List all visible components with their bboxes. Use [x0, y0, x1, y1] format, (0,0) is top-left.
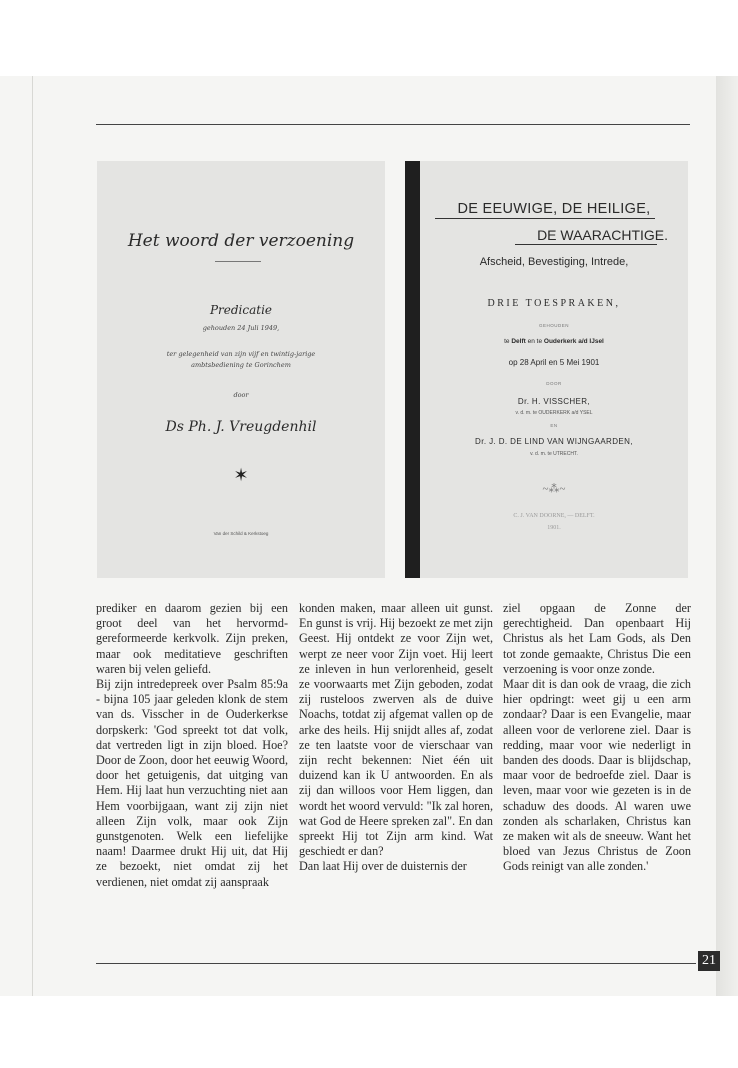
cover-dates: op 28 April en 5 Mei 1901	[508, 358, 600, 367]
cover-author-2: Dr. J. D. DE LIND VAN WIJNGAARDEN,	[475, 437, 633, 446]
heading-1-underline	[435, 218, 655, 219]
paragraph: ziel opgaan de Zonne der gerechtigheid. Dan openbaart Hij Christus als het Lam Gods, als Den tot zonde gemaakte, Christus Die een verzoening is voor onze zonde.	[503, 601, 691, 676]
star-icon: ✶	[233, 465, 249, 485]
page-spine-line	[32, 76, 33, 996]
text-column-1	[96, 601, 288, 890]
booklet-cover-verzoening	[97, 161, 385, 578]
places-mid: en te	[527, 338, 543, 345]
booklet-cover-eeuwige	[405, 161, 688, 578]
top-rule	[96, 124, 690, 125]
cover-heading-2: DE WAARACHTIGE.	[537, 227, 668, 243]
cover-black-bar	[405, 161, 420, 578]
cover-heading-1: DE EEUWIGE, DE HEILIGE,	[457, 201, 651, 217]
cover-date-line: gehouden 24 Juli 1949,	[202, 324, 280, 332]
cover-subheading: Afscheid, Bevestiging, Intrede,	[479, 256, 629, 268]
cover-places	[420, 338, 688, 345]
cover-divider	[215, 261, 261, 262]
cover-author-1: Dr. H. VISSCHER,	[517, 397, 591, 406]
cover-title: Het woord der verzoening	[127, 231, 355, 251]
paragraph: prediker en daarom gezien bij een groot deel van het hervormd-gereformeerde kerkvolk. Zijn preken, maar ook meditatieve geschriften waren bij velen geliefd.	[96, 601, 288, 676]
cover-publisher: Van der Schild & Kerkstoeg	[213, 531, 269, 536]
heading-2-underline	[515, 244, 657, 245]
cover-drie-toespraken: DRIE TOESPRAKEN,	[487, 298, 621, 309]
page-number: 21	[698, 951, 720, 971]
cover-author-2-note: v. d. m. te UTRECHT.	[530, 451, 578, 457]
cover-occasion-line-2: ambtsbediening te Gorinchem	[191, 361, 291, 369]
cover-gehouden: GEHOUDEN	[538, 323, 569, 328]
cover-door: DOOR	[546, 381, 562, 386]
text-column-3	[503, 601, 691, 875]
place-2: Ouderkerk a/d IJsel	[543, 338, 604, 345]
cover-year: 1901.	[547, 525, 561, 531]
cover-en: EN	[550, 423, 558, 428]
cover-publisher: C. J. VAN DOORNE, — DELFT.	[513, 513, 595, 519]
places-pre: te	[504, 338, 510, 345]
paragraph: Dan laat Hij over de duisternis der	[299, 859, 467, 874]
cover-occasion-line-1: ter gelegenheid van zijn vijf en twintig-jarige	[166, 350, 316, 358]
place-1: Delft	[511, 338, 526, 345]
cover-subtitle: Predicatie	[209, 303, 273, 317]
cover-author: Ds Ph. J. Vreugdenhil	[165, 419, 317, 435]
ornament-icon: ~⁂~	[542, 483, 566, 495]
bottom-rule	[96, 963, 696, 964]
cover-author-1-note: v. d. m. te OUDERKERK a/d YSEL	[515, 410, 593, 416]
cover-by: door	[233, 391, 249, 399]
paragraph: Bij zijn intredepreek over Psalm 85:9a - bijna 105 jaar geleden klonk de stem van ds. Visscher in de Ouderkerkse dorpskerk: 'God spreekt tot dat volk, dat vertreden ligt in zijn bloed. Hoe? Door de Zoon, door het eeuwig Woord, door het getuigenis, dat uitging van Hem. Hij laat hun verzuchting niet aan Hem voorbijgaan, want zij zijn niet alleen Zijn volk, maar ook Zijn gunstgenoten. Welk een liefelijke naam! Daarmee drukt Hij uit, dat Hij ze bezoekt, niet omdat zij het verdienen, niet omdat zij aanspraak	[96, 677, 288, 889]
paragraph: Maar dit is dan ook de vraag, die zich hier opdringt: weet gij u een arm zondaar? Daar is een Evangelie, maar alleen voor de verlorene ziel. Daar is redding, maar voor wie nederligt in banden des doods. Daar is blijdschap, maar voor de bedroefde ziel. Daar is leven, maar voor wie gezeten is in de schaduw des doods. Al waren uwe zonden als scharlaken, Christus kan ze maken wit als de sneeuw. Want het bloed van Jezus Christus de Zoon Gods reinigt van alle zonden.'	[503, 677, 691, 874]
paragraph: konden maken, maar alleen uit gunst. En gunst is vrij. Hij bezoekt ze met zijn Geest. Hij ontdekt ze voor Zijn wet, werpt ze neer voor Zijn voet. Hij leert ze inleven in hun verlorenheid, geselt ze voorwaarts met Zijn geboden, zodat zij rusteloos zwerven als de duive Noachs, totdat zij afgemat vallen op de arke des heils. Hij snijdt alles af, zodat ze ten laatste voor de vierschaar van zijn recht bekennen: Niet één uit duizend kan ik U antwoorden. En als zij dan willoos voor Hem liggen, dan wordt het woord vervuld: "Ik zal horen, wat God de Heere spreken zal". En dan spreekt Hij tot Zijn arm kind. Wat geschiedt er dan?	[299, 601, 493, 859]
text-column-2	[299, 601, 493, 875]
page-edge-shadow	[716, 76, 738, 996]
